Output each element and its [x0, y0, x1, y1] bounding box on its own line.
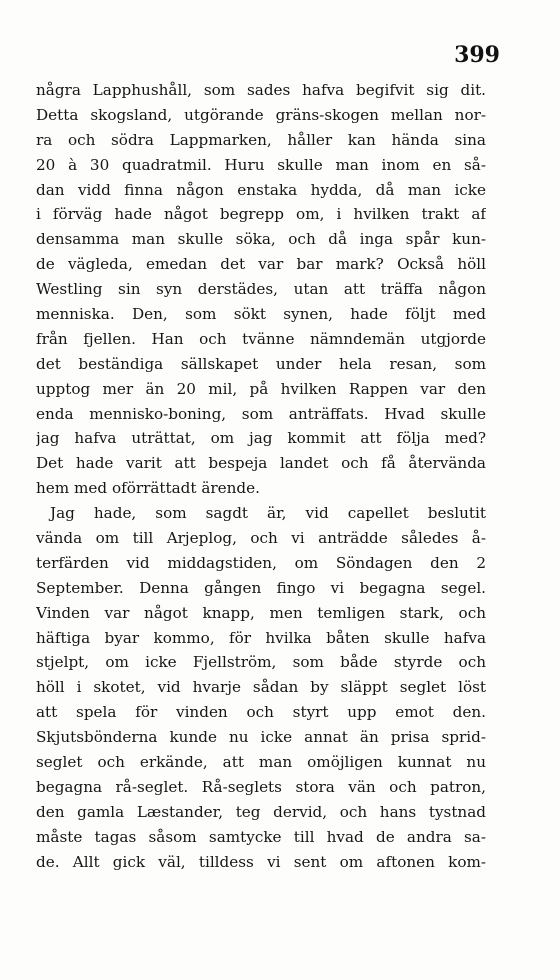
text-line: det beständiga sällskapet under hela resan, som: [36, 354, 486, 373]
text-line: menniska. Den, som sökt synen, hade följt med: [36, 305, 486, 324]
text-line: upptog mer än 20 mil, på hvilken Rappen var den: [36, 379, 486, 398]
text-line: ra och södra Lappmarken, håller kan hända sina: [36, 130, 486, 149]
paragraph-start-line: Jag hade, som sagdt är, vid capellet beslutit: [50, 504, 486, 523]
text-line: vända om till Arjeplog, och vi anträdde således å-: [36, 529, 486, 548]
text-line: begagna rå-seglet. Rå-seglets stora vän och patron,: [36, 777, 486, 796]
text-line: de. Allt gick väl, tilldess vi sent om aftonen kom-: [36, 852, 486, 871]
text-line: 20 à 30 quadratmil. Huru skulle man inom en så-: [36, 155, 486, 174]
text-line: September. Denna gången fingo vi begagna segel.: [36, 578, 486, 597]
page-number: 399: [454, 42, 500, 68]
text-line: seglet och erkände, att man omöjligen kunnat nu: [36, 753, 486, 772]
text-line: Detta skogsland, utgörande gräns-skogen mellan nor-: [36, 105, 486, 124]
text-line: terfärden vid middagstiden, om Söndagen den 2: [36, 553, 486, 572]
text-line: jag hafva uträttat, om jag kommit att följa med?: [36, 429, 486, 448]
text-line: Det hade varit att bespeja landet och få återvända: [36, 454, 486, 473]
paragraph-end-line: hem med oförrättadt ärende.: [36, 479, 260, 498]
text-line: måste tagas såsom samtycke till hvad de andra sa-: [36, 827, 486, 846]
text-line: några Lapphushåll, som sades hafva begifvit sig dit.: [36, 81, 486, 99]
text-line: höll i skotet, vid hvarje sådan by släppt seglet löst: [36, 678, 486, 697]
text-line: de vägleda, emedan det var bar mark? Också höll: [36, 255, 486, 274]
text-line: enda mennisko-boning, som anträffats. Hvad skulle: [36, 404, 486, 423]
text-line: i förväg hade något begrepp om, i hvilken trakt af: [36, 205, 486, 224]
text-line: stjelpt, om icke Fjellström, som både styrde och: [36, 653, 486, 672]
text-line: Vinden var något knapp, men temligen stark, och: [36, 603, 486, 622]
text-line: densamma man skulle söka, och då inga spår kun-: [36, 230, 486, 249]
text-line: Westling sin syn derstädes, utan att träffa någon: [36, 280, 486, 299]
text-line: dan vidd finna någon enstaka hydda, då man icke: [36, 180, 486, 199]
body-text: [36, 78, 486, 875]
text-line: från fjellen. Han och tvänne nämndemän utgjorde: [36, 329, 486, 348]
text-line: Skjutsbönderna kunde nu icke annat än prisa sprid-: [36, 728, 486, 747]
text-line: den gamla Læstander, teg dervid, och hans tystnad: [36, 802, 486, 821]
text-line: häftiga byar kommo, för hvilka båten skulle hafva: [36, 628, 486, 647]
text-line: att spela för vinden och styrt upp emot den.: [36, 703, 486, 722]
